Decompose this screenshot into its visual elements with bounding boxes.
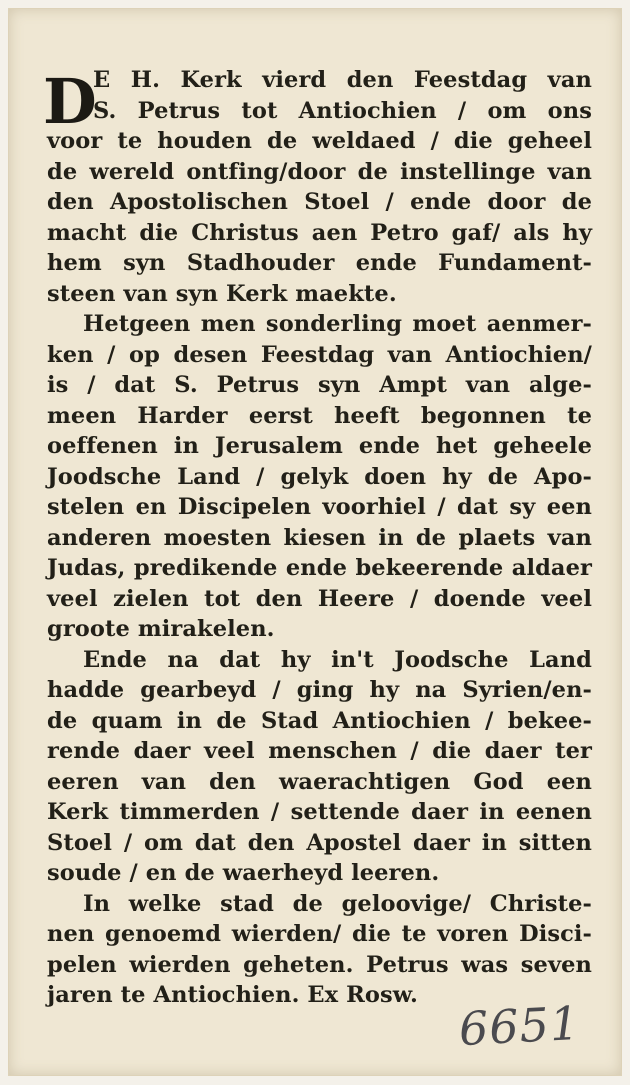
text-line: steen van syn Kerk maekte. — [47, 280, 397, 307]
text-line: de wereld ontfing/door de instellinge van — [47, 158, 592, 185]
text-line: stelen en Discipelen voorhiel / dat sy een — [47, 494, 592, 520]
text-line: Joodsche Land / gelyk doen hy de Apo- — [47, 463, 592, 490]
paragraph-4 — [47, 889, 592, 1011]
text-block — [43, 65, 592, 1011]
text-line: Ende na dat hy in't Joodsche Land — [83, 646, 592, 673]
text-line: In welke stad de geloovige/ Christe- — [83, 890, 592, 917]
text-line: macht die Christus aen Petro gaf/ als hy — [47, 219, 592, 246]
text-line: voor te houden de weldaed / die geheel — [47, 128, 592, 154]
paragraph-2 — [47, 309, 592, 645]
drop-cap: D — [43, 65, 97, 138]
text-line: Hetgeen men sonderling moet aenmer- — [83, 311, 592, 337]
paragraph-1 — [47, 65, 592, 309]
text-line: is / dat S. Petrus syn Ampt van alge- — [47, 372, 592, 398]
text-line: ken / op desen Feestdag van Antiochien/ — [47, 341, 592, 368]
text-line: soude / en de waerheyd leeren. — [47, 860, 440, 886]
paragraph-3 — [47, 645, 592, 889]
text-line: meen Harder eerst heeft begonnen te — [47, 402, 592, 429]
text-line: Kerk timmerden / settende daer in eenen — [47, 799, 592, 825]
text-line: eeren van den waerachtigen God een — [47, 768, 592, 795]
text-line: den Apostolischen Stoel / ende door de — [47, 189, 592, 215]
text-line: groote mirakelen. — [47, 616, 275, 642]
text-line: nen genoemd wierden/ die te voren Disci- — [47, 921, 592, 947]
text-line: hem syn Stadhouder ende Fundament- — [47, 250, 592, 276]
text-line: veel zielen tot den Heere / doende veel — [47, 585, 592, 612]
text-line: E H. Kerk vierd den Feestdag van — [93, 67, 592, 93]
text-line: oeffenen in Jerusalem ende het geheele — [47, 433, 592, 459]
text-line: hadde gearbeyd / ging hy na Syrien/en- — [47, 677, 592, 703]
text-line: Stoel / om dat den Apostel daer in sitten — [47, 829, 592, 856]
text-line: Judas, predikende ende bekeerende aldaer — [47, 555, 592, 581]
text-line: pelen wierden geheten. Petrus was seven — [47, 951, 592, 978]
text-line: de quam in de Stad Antiochien / bekee- — [47, 707, 592, 734]
text-line: rende daer veel menschen / die daer ter — [47, 738, 592, 764]
printed-card — [8, 8, 622, 1076]
text-line: S. Petrus tot Antiochien / om ons — [93, 97, 592, 124]
text-line: jaren te Antiochien. Ex Rosw. — [47, 982, 418, 1008]
handwritten-catalog-number: 6651 — [457, 995, 582, 1057]
text-line: anderen moesten kiesen in de plaets van — [47, 524, 592, 551]
